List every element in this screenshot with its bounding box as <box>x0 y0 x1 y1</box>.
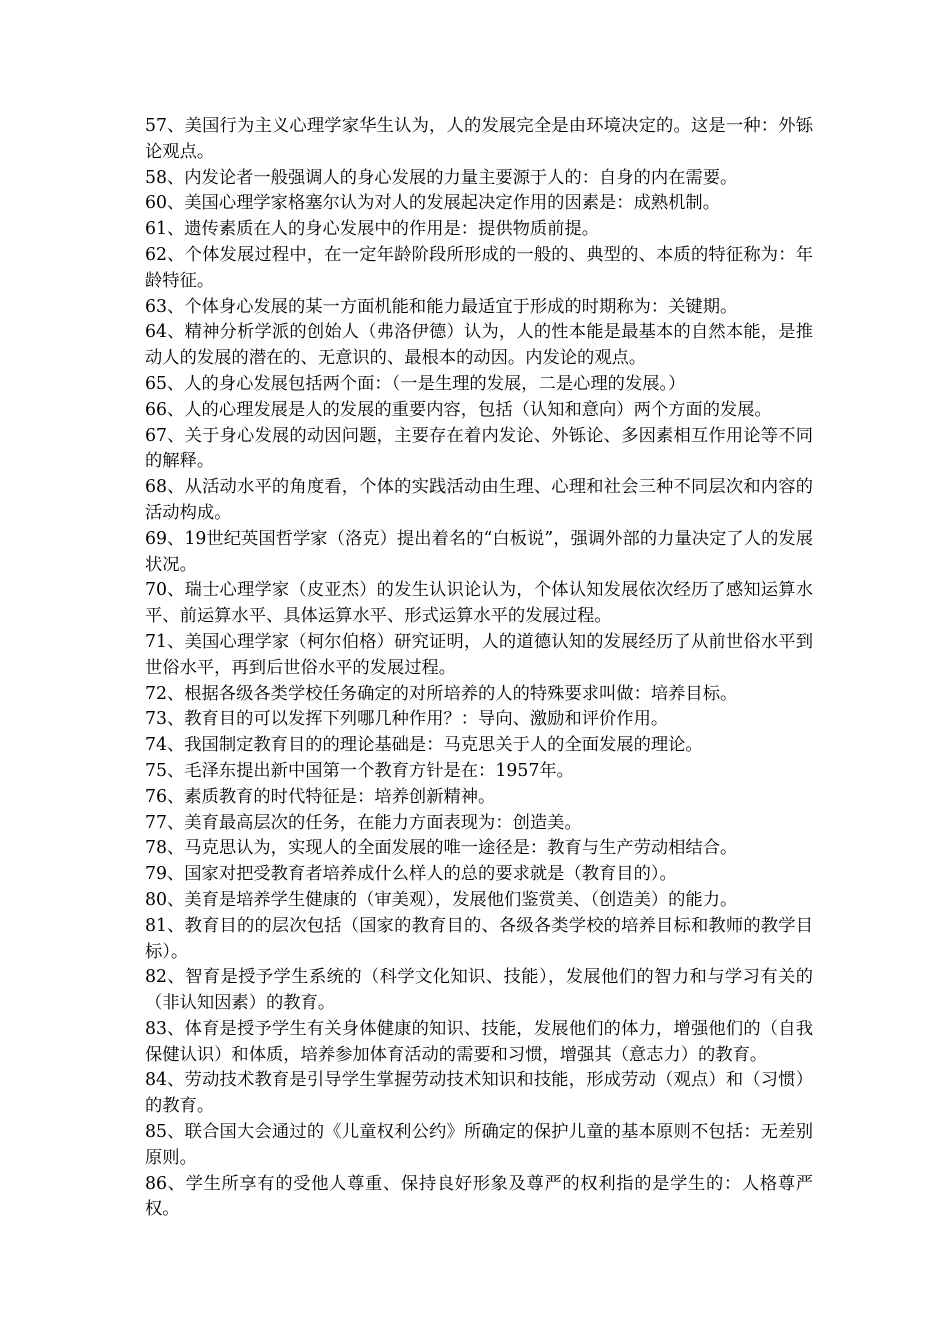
list-item: 64、精神分析学派的创始人（弗洛伊德）认为，人的性本能是最基本的自然本能，是推动人的发展的潜在的、无意识的、最根本的动因。内发论的观点。 <box>145 322 813 369</box>
list-item: 71、美国心理学家（柯尔伯格）研究证明，人的道德认知的发展经历了从前世俗水平到世俗水平，再到后世俗水平的发展过程。 <box>145 631 813 678</box>
list-item: 81、教育目的的层次包括（国家的教育目的、各级各类学校的培养目标和教师的教学目标）。 <box>145 915 813 962</box>
list-item: 63、个体身心发展的某一方面机能和能力最适宜于形成的时期称为：关键期。 <box>145 296 738 317</box>
list-item: 68、从活动水平的角度看，个体的实践活动由生理、心理和社会三种不同层次和内容的活动构成。 <box>145 477 813 523</box>
list-item: 76、素质教育的时代特征是：培养创新精神。 <box>145 786 496 807</box>
list-item: 72、根据各级各类学校任务确定的对所培养的人的特殊要求叫做：培养目标。 <box>145 683 738 704</box>
list-item: 84、劳动技术教育是引导学生掌握劳动技术知识和技能，形成劳动（观点）和（习惯）的教育。 <box>145 1070 813 1117</box>
list-item: 65、人的身心发展包括两个面：（一是生理的发展，二是心理的发展。） <box>145 373 686 394</box>
list-item: 61、遗传素质在人的身心发展中的作用是：提供物质前提。 <box>145 219 600 240</box>
list-item: 60、美国心理学家格塞尔认为对人的发展起决定作用的因素是：成熟机制。 <box>145 193 720 214</box>
list-item: 86、学生所享有的受他人尊重、保持良好形象及尊严的权利指的是学生的：人格尊严权。 <box>145 1173 813 1220</box>
list-item: 58、内发论者一般强调人的身心发展的力量主要源于人的：自身的内在需要。 <box>145 167 738 188</box>
list-item: 79、国家对把受教育者培养成什么样人的总的要求就是（教育目的）。 <box>145 864 677 885</box>
list-item: 62、个体发展过程中，在一定年龄阶段所形成的一般的、典型的、本质的特征称为：年龄特征。 <box>145 244 813 291</box>
list-item: 70、瑞士心理学家（皮亚杰）的发生认识论认为，个体认知发展依次经历了感知运算水平、前运算水平、具体运算水平、形式运算水平的发展过程。 <box>145 580 813 627</box>
list-item: 57、美国行为主义心理学家华生认为，人的发展完全是由环境决定的。这是一种：外铄论观点。 <box>145 116 813 162</box>
list-item: 66、人的心理发展是人的发展的重要内容，包括（认知和意向）两个方面的发展。 <box>145 399 772 420</box>
list-item: 73、教育目的可以发挥下列哪几种作用？：导向、激励和评价作用。 <box>145 709 669 730</box>
list-item: 78、马克思认为，实现人的全面发展的唯一途径是：教育与生产劳动相结合。 <box>145 838 738 859</box>
list-item: 69、19世纪英国哲学家（洛克）提出着名的“白板说”，强调外部的力量决定了人的发展状况。 <box>145 528 813 575</box>
list-item: 82、智育是授予学生系统的（科学文化知识、技能），发展他们的智力和与学习有关的（非认知因素）的教育。 <box>145 967 813 1014</box>
list-item: 75、毛泽东提出新中国第一个教育方针是在：1957年。 <box>145 760 574 781</box>
list-item: 77、美育最高层次的任务，在能力方面表现为：创造美。 <box>145 812 582 833</box>
list-item: 85、联合国大会通过的《儿童权利公约》所确定的保护儿童的基本原则不包括：无差别原则。 <box>145 1122 813 1168</box>
list-item: 80、美育是培养学生健康的（审美观），发展他们鉴赏美、（创造美）的能力。 <box>145 889 738 910</box>
document-body <box>145 114 813 1223</box>
list-item: 67、关于身心发展的动因问题，主要存在着内发论、外铄论、多因素相互作用论等不同的解释。 <box>145 425 813 472</box>
list-item: 83、体育是授予学生有关身体健康的知识、技能，发展他们的体力，增强他们的（自我保健认识）和体质，培养参加体育活动的需要和习惯，增强其（意志力）的教育。 <box>145 1018 813 1065</box>
list-item: 74、我国制定教育目的的理论基础是：马克思关于人的全面发展的理论。 <box>145 735 703 756</box>
